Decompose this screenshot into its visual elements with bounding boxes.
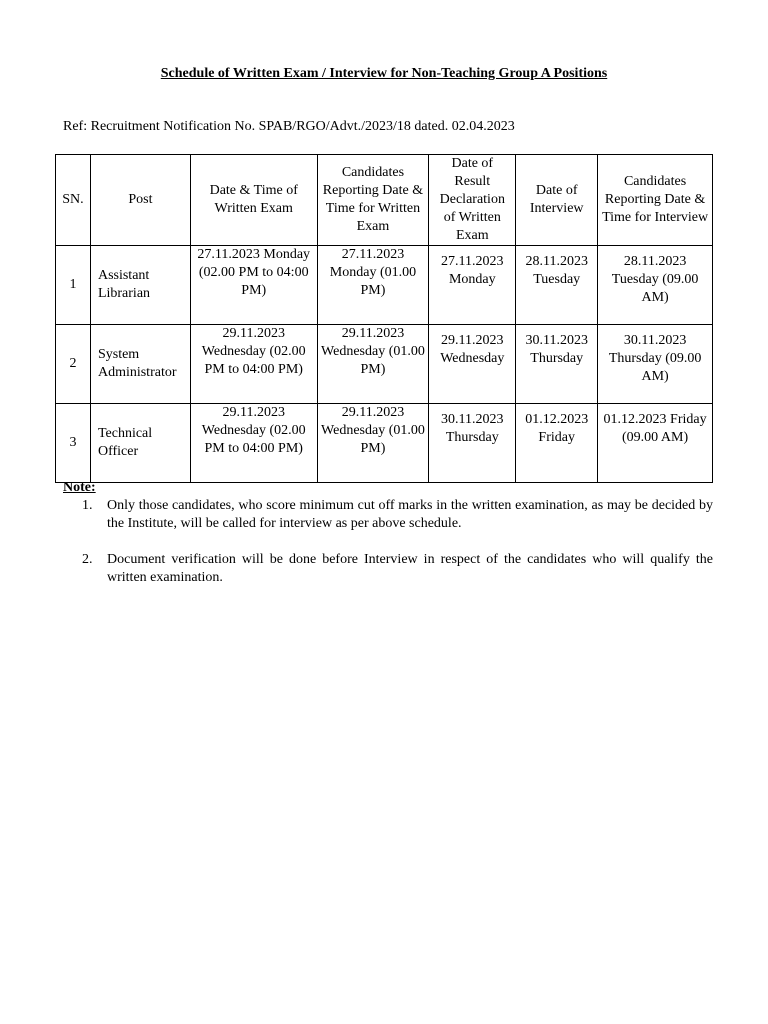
note-list bbox=[82, 497, 713, 587]
cell-post: Assistant Librarian bbox=[90, 246, 190, 325]
reference-line: Ref: Recruitment Notification No. SPAB/RGO/Advt./2023/18 dated. 02.04.2023 bbox=[63, 119, 515, 134]
page-title: Schedule of Written Exam / Interview for Non-Teaching Group A Positions bbox=[160, 66, 608, 81]
cell-exam-reporting: 29.11.2023 Wednesday (01.00 PM) bbox=[317, 325, 429, 404]
table-row bbox=[56, 246, 713, 325]
cell-interview-date: 28.11.2023 Tuesday bbox=[516, 246, 598, 325]
cell-exam-reporting: 29.11.2023 Wednesday (01.00 PM) bbox=[317, 404, 429, 483]
cell-post: System Administrator bbox=[90, 325, 190, 404]
cell-exam-reporting: 27.11.2023 Monday (01.00 PM) bbox=[317, 246, 429, 325]
cell-post: Technical Officer bbox=[90, 404, 190, 483]
cell-sn: 1 bbox=[56, 246, 91, 325]
header-result-date: Date of Result Declaration of Written Exam bbox=[429, 155, 516, 246]
note-text: Only those candidates, who score minimum cut off marks in the written examination, as may be decided by the Institute, will be called for interview as per above schedule. bbox=[107, 498, 713, 531]
cell-interview-reporting: 30.11.2023 Thursday (09.00 AM) bbox=[598, 325, 713, 404]
table-row bbox=[56, 404, 713, 483]
list-item bbox=[82, 551, 713, 587]
cell-interview-reporting: 28.11.2023 Tuesday (09.00 AM) bbox=[598, 246, 713, 325]
cell-result-date: 27.11.2023 Monday bbox=[429, 246, 516, 325]
header-post: Post bbox=[90, 155, 190, 246]
schedule-table bbox=[55, 154, 713, 483]
cell-exam-datetime: 29.11.2023 Wednesday (02.00 PM to 04:00 PM) bbox=[190, 404, 317, 483]
header-interview-reporting: Candidates Reporting Date & Time for Interview bbox=[598, 155, 713, 246]
cell-interview-date: 01.12.2023 Friday bbox=[516, 404, 598, 483]
header-exam-reporting: Candidates Reporting Date & Time for Written Exam bbox=[317, 155, 429, 246]
cell-sn: 2 bbox=[56, 325, 91, 404]
cell-result-date: 30.11.2023 Thursday bbox=[429, 404, 516, 483]
cell-exam-datetime: 27.11.2023 Monday (02.00 PM to 04:00 PM) bbox=[190, 246, 317, 325]
list-item bbox=[82, 497, 713, 533]
cell-interview-reporting: 01.12.2023 Friday (09.00 AM) bbox=[598, 404, 713, 483]
header-sn: SN. bbox=[56, 155, 91, 246]
cell-result-date: 29.11.2023 Wednesday bbox=[429, 325, 516, 404]
note-number: 2. bbox=[82, 552, 93, 567]
cell-interview-date: 30.11.2023 Thursday bbox=[516, 325, 598, 404]
note-label: Note: bbox=[63, 480, 96, 495]
header-interview-date: Date of Interview bbox=[516, 155, 598, 246]
cell-exam-datetime: 29.11.2023 Wednesday (02.00 PM to 04:00 PM) bbox=[190, 325, 317, 404]
note-text: Document verification will be done before Interview in respect of the candidates who will qualify the written examination. bbox=[107, 552, 713, 585]
table-header-row bbox=[56, 155, 713, 246]
note-number: 1. bbox=[82, 498, 93, 513]
table-row bbox=[56, 325, 713, 404]
header-exam-datetime: Date & Time of Written Exam bbox=[190, 155, 317, 246]
cell-sn: 3 bbox=[56, 404, 91, 483]
